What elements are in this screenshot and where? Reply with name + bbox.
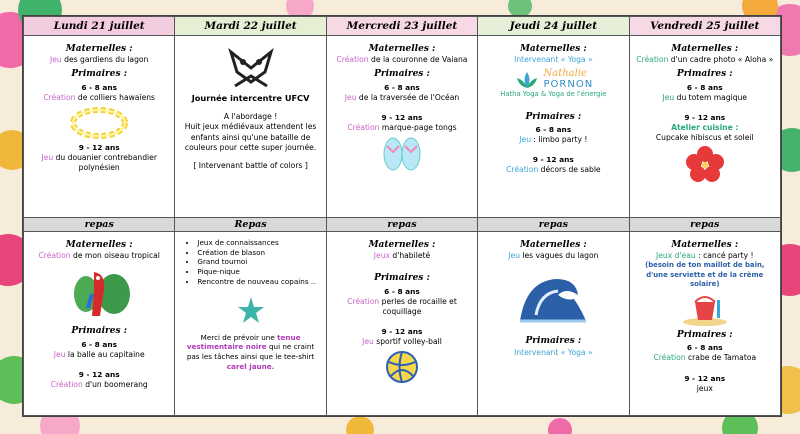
day-thursday: Jeudi 24 juillet: [478, 17, 629, 36]
morning-row: [24, 36, 781, 218]
parrot-icon: [28, 264, 170, 322]
monday-afternoon: Maternelles : Création de mon oiseau tropical Primaires : 6 - 8 ans Jeu la balle au capitaine 9 - 12 ans Création d'un boomerang: [24, 232, 175, 416]
meal-wednesday: repas: [326, 218, 477, 232]
meal-monday: repas: [24, 218, 175, 232]
intercentre-title: Journée intercentre UFCV: [191, 93, 310, 103]
monday-morning: Maternelles : Jeu des gardiens du lagon Primaires : 6 - 8 ans Création de colliers hawaïens 9 - 12 ans Jeu du douanier contrebandier polynésien: [24, 36, 175, 218]
thursday-afternoon: Maternelles : Jeu les vagues du lagon Primaires : Intervenant « Yoga »: [478, 232, 629, 416]
volleyball-icon: [331, 350, 473, 384]
meal-row: [24, 218, 781, 232]
schedule-table: [23, 16, 781, 416]
flower-lei-icon: [28, 106, 170, 140]
starfish-icon: [179, 295, 321, 325]
meal-friday: repas: [629, 218, 780, 232]
ufcv-logo-icon: [179, 46, 321, 90]
day-tuesday: Mardi 22 juillet: [175, 17, 326, 36]
friday-afternoon: Maternelles : Jeux d'eau : cancé party ! (besoin de ton maillot de bain, d'une serviette et de la crème solaire) Primaires : 6 - 8 ans Création crabe de Tamatoa 9 - 12 ans jeux: [629, 232, 780, 416]
tuesday-morning: Journée intercentre UFCV A l'abordage ! Huit jeux médiévaux attendent les enfants ainsi qu'une bataille de couleurs pour cette super journée. [ Intervenant battle of colors ]: [175, 36, 326, 218]
maternelles-heading: Maternelles :: [65, 44, 133, 54]
thursday-morning: Maternelles : Intervenant « Yoga » Nathalie PORNON Hatha Yoga & Yoga de l'énergie Primaires : 6 - 8 ans Jeu : limbo party ! 9 - 12 ans Création décors de sable: [478, 36, 629, 218]
wednesday-afternoon: Maternelles : Jeux d'habileté Primaires : 6 - 8 ans Création perles de rocaille et coquillage 9 - 12 ans Jeu sportif volley-ball: [326, 232, 477, 416]
day-wednesday: Mercredi 23 juillet: [326, 17, 477, 36]
afternoon-row: [24, 232, 781, 416]
friday-morning: Maternelles : Création d'un cadre photo « Aloha » Primaires : 6 - 8 ans Jeu du totem magique 9 - 12 ans Atelier cuisine : Cupcake hibiscus et soleil: [629, 36, 780, 218]
lotus-icon: [514, 70, 540, 90]
meal-tuesday: Repas: [175, 218, 326, 232]
sand-bucket-icon: [634, 292, 776, 326]
weekly-schedule: [22, 15, 782, 417]
clothing-note: Merci de prévoir une tenue vestimentaire noire qui ne craint pas les tâches ainsi que le tee-shirt carel jaune.: [186, 332, 315, 371]
wave-icon: [482, 271, 624, 325]
activity-list: • Jeux de connaissances • Création de blason • Grand tournoi • Pique-nique • Rencontre de nouveau copains ..: [179, 238, 321, 287]
tuesday-afternoon: [175, 232, 326, 416]
day-monday: Lundi 21 juillet: [24, 17, 175, 36]
day-header-row: [24, 17, 781, 36]
flip-flops-icon: [331, 136, 473, 172]
meal-thursday: repas: [478, 218, 629, 232]
wednesday-morning: Maternelles : Création de la couronne de Vaiana Primaires : 6 - 8 ans Jeu de la traversée de l'Océan 9 - 12 ans Création marque-page tongs: [326, 36, 477, 218]
hibiscus-icon: [634, 146, 776, 182]
primaires-heading: Primaires :: [71, 69, 128, 80]
yoga-logo: Nathalie PORNON: [482, 69, 624, 90]
day-friday: Vendredi 25 juillet: [629, 17, 780, 36]
